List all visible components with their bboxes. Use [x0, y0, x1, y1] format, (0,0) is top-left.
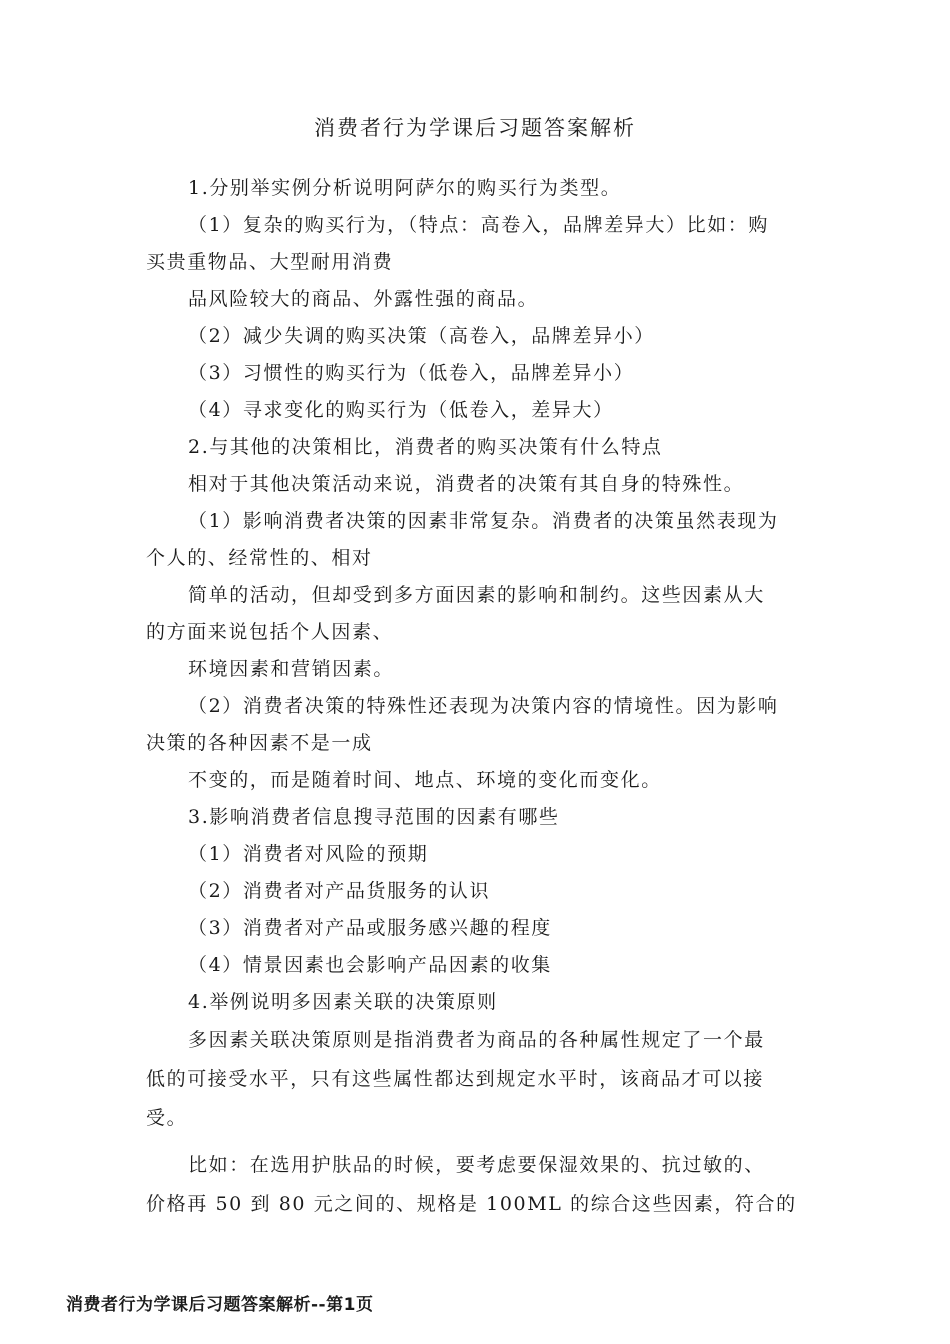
text-line: 买贵重物品、大型耐用消费	[146, 251, 394, 273]
question-3-heading: 3.影响消费者信息搜寻范围的因素有哪些	[188, 806, 560, 828]
text-line: （3）消费者对产品或服务感兴趣的程度	[188, 917, 552, 939]
page-footer: 消费者行为学课后习题答案解析--第1页	[66, 1295, 374, 1315]
text-line: （1）消费者对风险的预期	[188, 843, 429, 865]
document-body	[146, 170, 808, 1224]
text-line: 不变的，而是随着时间、地点、环境的变化而变化。	[188, 769, 662, 791]
text-line: （4）情景因素也会影响产品因素的收集	[188, 954, 552, 976]
text-line: （4）寻求变化的购买行为（低卷入，差异大）	[188, 399, 614, 421]
text-line: （2）消费者对产品货服务的认识	[188, 880, 491, 902]
text-line: 价格再 50 到 80 元之间的、规格是 100ML 的综合这些因素，符合的	[146, 1193, 797, 1215]
text-line: 环境因素和营销因素。	[188, 658, 395, 680]
text-line: （2）消费者决策的特殊性还表现为决策内容的情境性。因为影响	[188, 695, 779, 717]
text-line: 品风险较大的商品、外露性强的商品。	[188, 288, 539, 310]
question-2-heading: 2.与其他的决策相比，消费者的购买决策有什么特点	[188, 436, 663, 458]
text-line: （2）减少失调的购买决策（高卷入，品牌差异小）	[188, 325, 655, 347]
text-line: （1）影响消费者决策的因素非常复杂。消费者的决策虽然表现为	[188, 510, 779, 532]
question-4-heading: 4.举例说明多因素关联的决策原则	[188, 991, 498, 1013]
question-1-heading: 1.分别举实例分析说明阿萨尔的购买行为类型。	[188, 177, 622, 199]
text-line: 个人的、经常性的、相对	[146, 547, 373, 569]
document-title: 消费者行为学课后习题答案解析	[314, 116, 636, 140]
text-line: 决策的各种因素不是一成	[146, 732, 373, 754]
text-line: 比如：在选用护肤品的时候，要考虑要保湿效果的、抗过敏的、	[188, 1154, 765, 1176]
text-line: 相对于其他决策活动来说，消费者的决策有其自身的特殊性。	[188, 473, 745, 495]
text-line: 简单的活动，但却受到多方面因素的影响和制约。这些因素从大	[188, 584, 765, 606]
text-line: 受。	[146, 1107, 188, 1129]
text-line: 多因素关联决策原则是指消费者为商品的各种属性规定了一个最	[188, 1029, 765, 1051]
text-line: 低的可接受水平，只有这些属性都达到规定水平时，该商品才可以接	[146, 1068, 765, 1090]
text-line: （3）习惯性的购买行为（低卷入，品牌差异小）	[188, 362, 635, 384]
text-line: 的方面来说包括个人因素、	[146, 621, 394, 643]
text-line: （1）复杂的购买行为，（特点：高卷入，品牌差异大）比如：购	[188, 214, 769, 236]
